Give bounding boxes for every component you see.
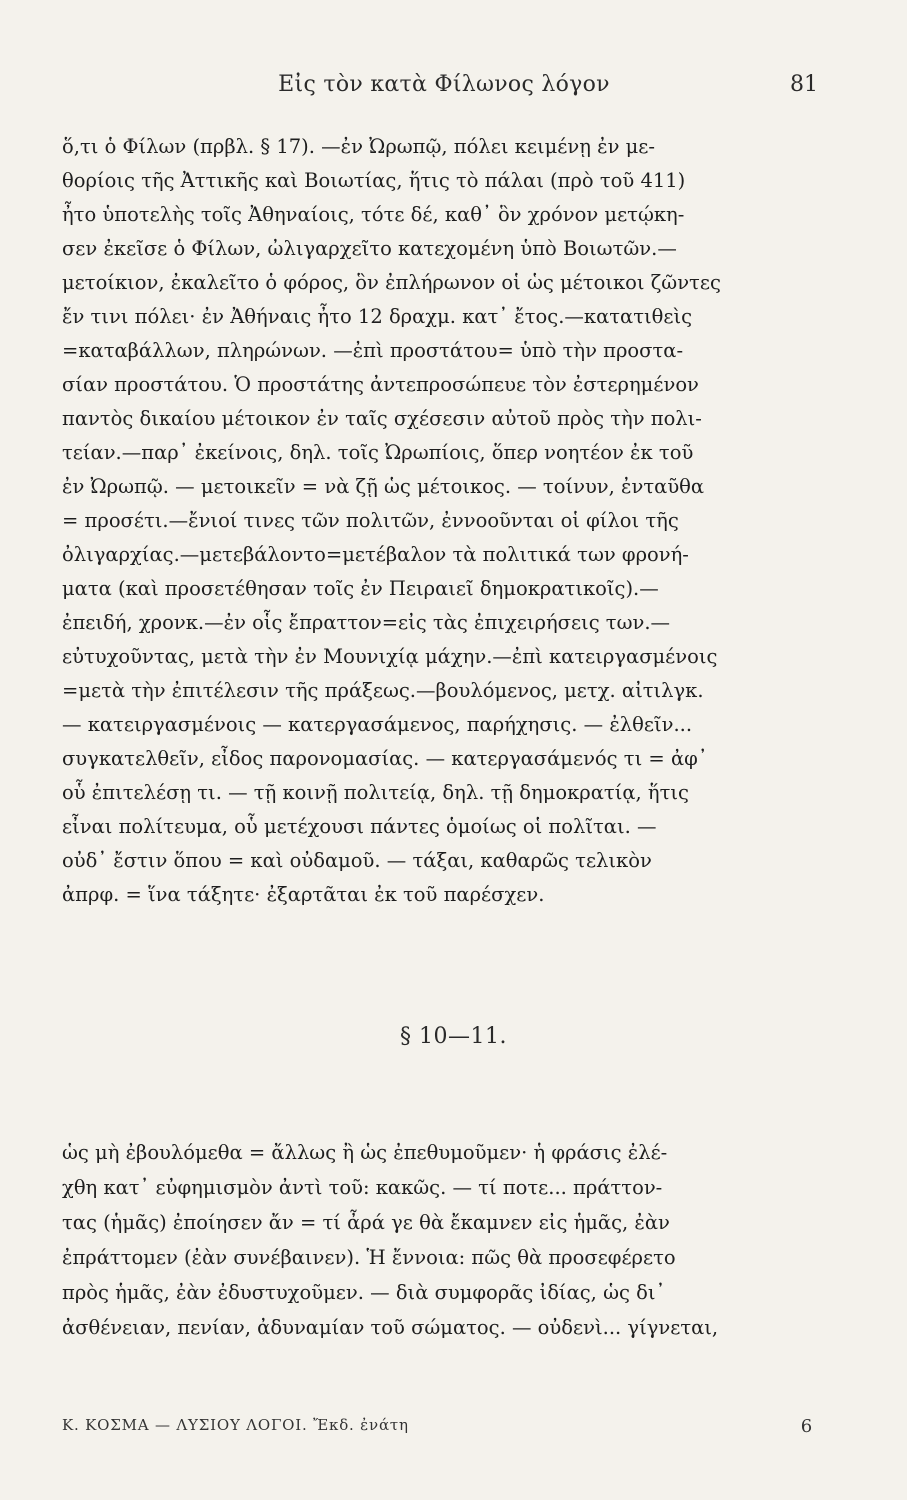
running-title: Εἰς τὸν κατὰ Φίλωνος λόγον [278,72,610,97]
text-line: ἔν τινι πόλει· ἐν Ἀθήναις ἦτο 12 δραχμ. κατ᾽ ἔτος.—κατατιθεὶς [62,305,693,328]
text-line: ἐν Ὠρωπῷ. — μετοικεῖν = νὰ ζῇ ὡς μέτοικος. — τοίνυν, ἐνταῦθα [62,475,705,498]
text-line: θορίοις τῆς Ἀττικῆς καὶ Βοιωτίας, ἥτις τὸ πάλαι (πρὸ τοῦ 411) [62,169,686,192]
text-line: — κατειργασμένοις — κατεργασάμενος, παρήχησις. — ἐλθεῖν... [62,713,693,736]
text-line: οὗ ἐπιτελέσῃ τι. — τῇ κοινῇ πολιτείᾳ, δηλ. τῇ δημοκρατίᾳ, ἥτις [62,781,689,804]
text-line: εὐτυχοῦντας, μετὰ τὴν ἐν Μουνιχίᾳ μάχην.—ἐπὶ κατειργασμένοις [62,645,718,668]
section-commentary-block [62,1135,827,1345]
text-line: ἐπράττομεν (ἐὰν συνέβαινεν). Ἡ ἔννοια: πῶς θὰ προσεφέρετο [62,1246,676,1269]
text-line: ὡς μὴ ἐβουλόμεθα = ἄλλως ἢ ὡς ἐπεθυμοῦμεν· ἡ φράσις ἐλέ- [62,1141,668,1164]
text-line: ἀσθένειαν, πενίαν, ἀδυναμίαν τοῦ σώματος. — οὐδενὶ... γίγνεται, [62,1316,719,1339]
text-line: ὅ,τι ὁ Φίλων (πρβλ. § 17). —ἐν Ὠρωπῷ, πόλει κειμένῃ ἐν με- [62,135,655,158]
text-line: ματα (καὶ προσετέθησαν τοῖς ἐν Πειραιεῖ δημοκρατικοῖς).— [62,577,659,600]
commentary-block [62,130,827,912]
page-footer [62,1416,827,1446]
text-line: συγκατελθεῖν, εἶδος παρονομασίας. — κατεργασάμενός τι = ἀφ᾽ [62,747,708,770]
signature-mark: 6 [800,1416,813,1437]
text-line: χθη κατ᾽ εὐφημισμὸν ἀντὶ τοῦ: κακῶς. — τί ποτε... πράττον- [62,1176,663,1199]
text-line: =μετὰ τὴν ἐπιτέλεσιν τῆς πράξεως.—βουλόμενος, μετχ. αἰτιλγκ. [62,679,704,702]
text-line: σεν ἐκεῖσε ὁ Φίλων, ὠλιγαρχεῖτο κατεχομένη ὑπὸ Βοιωτῶν.— [62,237,677,260]
text-line: μετοίκιον, ἐκαλεῖτο ὁ φόρος, ὃν ἐπλήρωνον οἱ ὡς μέτοικοι ζῶντες [62,271,721,294]
page-number: 81 [790,72,818,97]
text-line: ἦτο ὑποτελὴς τοῖς Ἀθηναίοις, τότε δέ, καθ᾽ ὃν χρόνον μετῴκη- [62,203,685,226]
text-line: τείαν.—παρ᾽ ἐκείνοις, δηλ. τοῖς Ὠρωπίοις, ὅπερ νοητέον ἐκ τοῦ [62,441,694,464]
text-line: ἐπειδή, χρονκ.—ἐν οἷς ἔπραττον=εἰς τὰς ἐπιχειρήσεις των.— [62,611,671,634]
text-line: ἀπρφ. = ἵνα τάξητε· ἐξαρτᾶται ἐκ τοῦ παρέσχεν. [62,883,545,906]
text-line: = προσέτι.—ἔνιοί τινες τῶν πολιτῶν, ἐννοοῦνται οἱ φίλοι τῆς [62,509,679,532]
text-line: πρὸς ἡμᾶς, ἐὰν ἐδυστυχοῦμεν. — διὰ συμφορᾶς ἰδίας, ὡς δι᾽ [62,1281,666,1304]
text-line: εἶναι πολίτευμα, οὗ μετέχουσι πάντες ὁμοίως οἱ πολῖται. — [62,815,657,838]
text-line: =καταβάλλων, πληρώνων. —ἐπὶ προστάτου= ὑπὸ τὴν προστα- [62,339,684,362]
text-line: παντὸς δικαίου μέτοικον ἐν ταῖς σχέσεσιν αὐτοῦ πρὸς τὴν πολι- [62,407,702,430]
text-line: τας (ἡμᾶς) ἐποίησεν ἄν = τί ἆρά γε θὰ ἔκαμνεν εἰς ἡμᾶς, ἐὰν [62,1211,670,1234]
text-line: ὀλιγαρχίας.—μετεβάλοντο=μετέβαλον τὰ πολιτικά των φρονή- [62,543,689,566]
text-line: σίαν προστάτου. Ὁ προστάτης ἀντεπροσώπευε τὸν ἐστερημένον [62,373,699,396]
text-line: οὐδ᾽ ἔστιν ὅπου = καὶ οὐδαμοῦ. — τάξαι, καθαρῶς τελικὸν [62,849,652,872]
running-header [64,72,824,106]
section-heading: § 10—11. [400,1024,507,1049]
footer-imprint: Κ. ΚΟΣΜΑ — ΛΥΣΙΟΥ ΛΟΓΟΙ. Ἔκδ. ἐνάτη [62,1416,409,1434]
